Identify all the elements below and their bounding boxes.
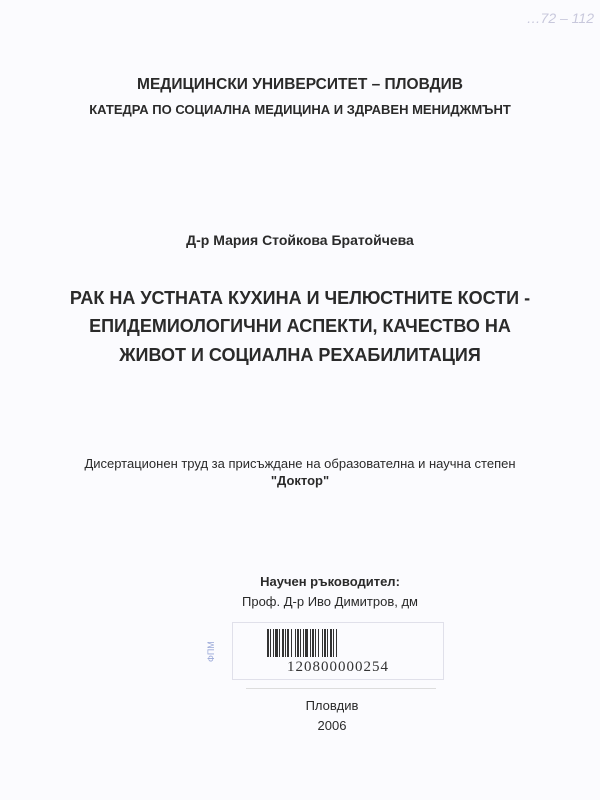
divider [246,688,436,689]
title-line-2: ЕПИДЕМИОЛОГИЧНИ АСПЕКТИ, КАЧЕСТВО НА [89,316,511,336]
title-line-3: ЖИВОТ И СОЦИАЛНА РЕХАБИЛИТАЦИЯ [119,345,481,365]
supervisor-label: Научен ръководител: [260,574,400,589]
dissertation-degree: "Доктор" [270,473,330,488]
department-name: КАТЕДРА ПО СОЦИАЛНА МЕДИЦИНА И ЗДРАВЕН МЕНИДЖМЪНТ [89,102,511,117]
dissertation-line-1: Дисертационен труд за присъждане на образователна и научна степен [84,456,516,471]
title-line-1: РАК НА УСТНАТА КУХИНА И ЧЕЛЮСТНИТЕ КОСТИ - [69,288,531,308]
barcode-bar [337,629,338,657]
year: 2006 [317,718,347,733]
handwritten-note: …72 – 112 [526,10,594,26]
university-name: МЕДИЦИНСКИ УНИВЕРСИТЕТ – ПЛОВДИВ [137,76,463,93]
supervisor-name: Проф. Д-р Иво Димитров, дм [242,594,418,609]
barcode-number: 120800000254 [287,659,389,675]
library-stamp: ФПМ [206,641,216,662]
barcode-icon [267,629,407,657]
author-name: Д-р Мария Стойкова Братойчева [186,232,414,248]
library-barcode [232,622,444,680]
city: Пловдив [305,698,359,713]
